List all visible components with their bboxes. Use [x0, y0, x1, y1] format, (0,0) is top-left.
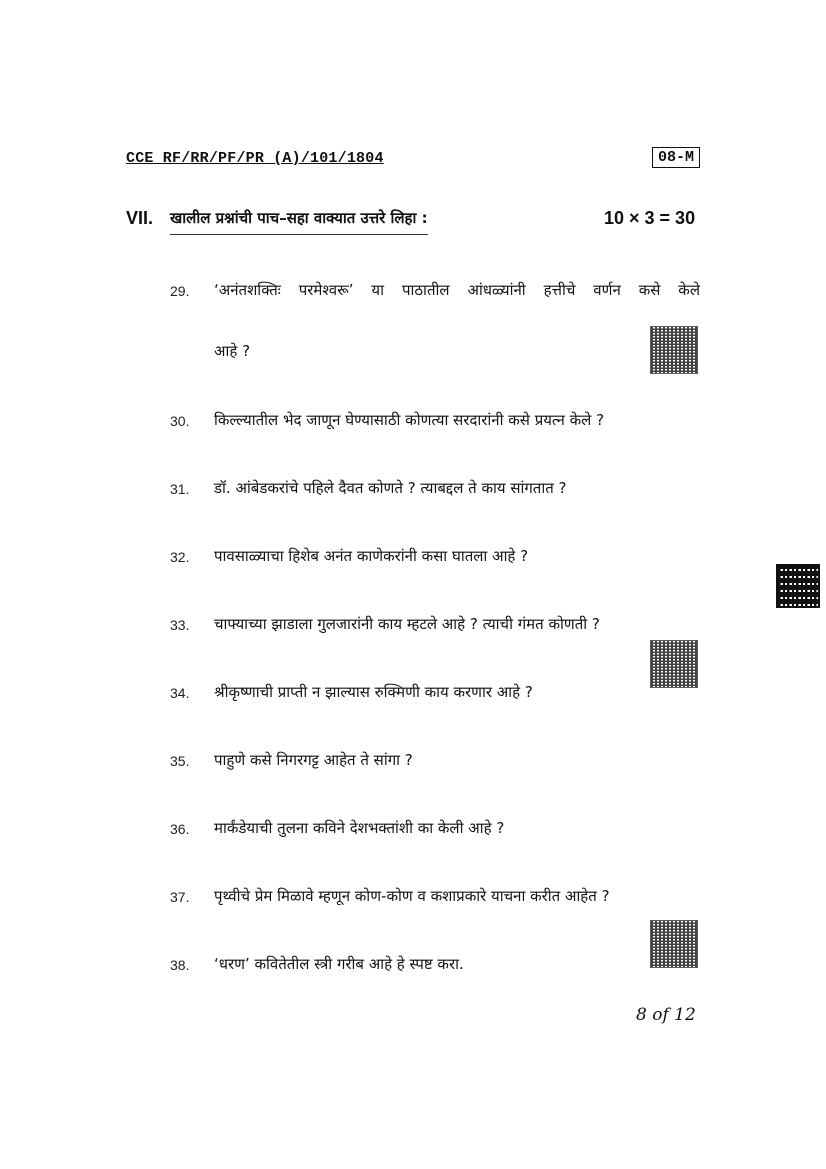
question-text: पृथ्वीचे प्रेम मिळावे म्हणून कोण-कोण व कशाप्रकारे याचना करीत आहेत ?	[214, 887, 610, 905]
question-number: 35.	[170, 753, 190, 769]
question-number: 34.	[170, 685, 190, 701]
question-text: मार्कंडेयाची तुलना कविने देशभक्तांशी का केली आहे ?	[214, 819, 505, 837]
section-number: VII.	[126, 208, 154, 228]
page-number: 8 of 12	[636, 1005, 696, 1025]
question-number: 32.	[170, 549, 190, 565]
section-marks: 10 × 3 = 30	[604, 208, 696, 228]
question-text: ‘धरण’ कवितेतील स्त्री गरीब आहे हे स्पष्ट करा.	[214, 955, 464, 973]
question-text: श्रीकृष्णाची प्राप्ती न झाल्यास रुक्मिणी काय करणार आहे ?	[214, 683, 533, 701]
question-text: डॉ. आंबेडकरांचे पहिले दैवत कोणते ? त्याबद्दल ते काय सांगतात ?	[214, 479, 567, 497]
question-number: 30.	[170, 413, 190, 429]
margin-qr-code-icon	[776, 564, 820, 608]
question-number: 33.	[170, 617, 190, 633]
question-text: किल्ल्यातील भेद जाणून घेण्यासाठी कोणत्या सरदारांनी कसे प्रयत्न केले ?	[214, 411, 605, 429]
question-text: ‘अनंतशक्तिः परमेश्वरू’ या पाठातील आंधळ्यांनी हत्तीचे वर्णन कसे केले	[214, 281, 700, 299]
question-number: 31.	[170, 481, 190, 497]
question-number: 29.	[170, 283, 190, 299]
question-number: 36.	[170, 821, 190, 837]
question-text: चाफ्याच्या झाडाला गुलजारांनी काय म्हटले आहे ? त्याची गंमत कोणती ?	[214, 615, 600, 633]
qr-code-icon	[650, 326, 698, 374]
question-text: पाहुणे कसे निगरगट्ट आहेत ते सांगा ?	[214, 751, 413, 769]
qr-code-icon	[650, 920, 698, 968]
question-text-continued: आहे ?	[214, 342, 251, 360]
exam-code: CCE RF/RR/PF/PR (A)/101/1804	[126, 150, 384, 167]
question-number: 37.	[170, 889, 190, 905]
section-title: खालील प्रश्नांची पाच–सहा वाक्यात उत्तरे लिहा :	[170, 208, 428, 235]
question-text: पावसाळ्याचा हिशेब अनंत काणेकरांनी कसा घातला आहे ?	[214, 547, 529, 565]
paper-code-box: 08-M	[652, 147, 700, 168]
question-number: 38.	[170, 957, 190, 973]
qr-code-icon	[650, 640, 698, 688]
